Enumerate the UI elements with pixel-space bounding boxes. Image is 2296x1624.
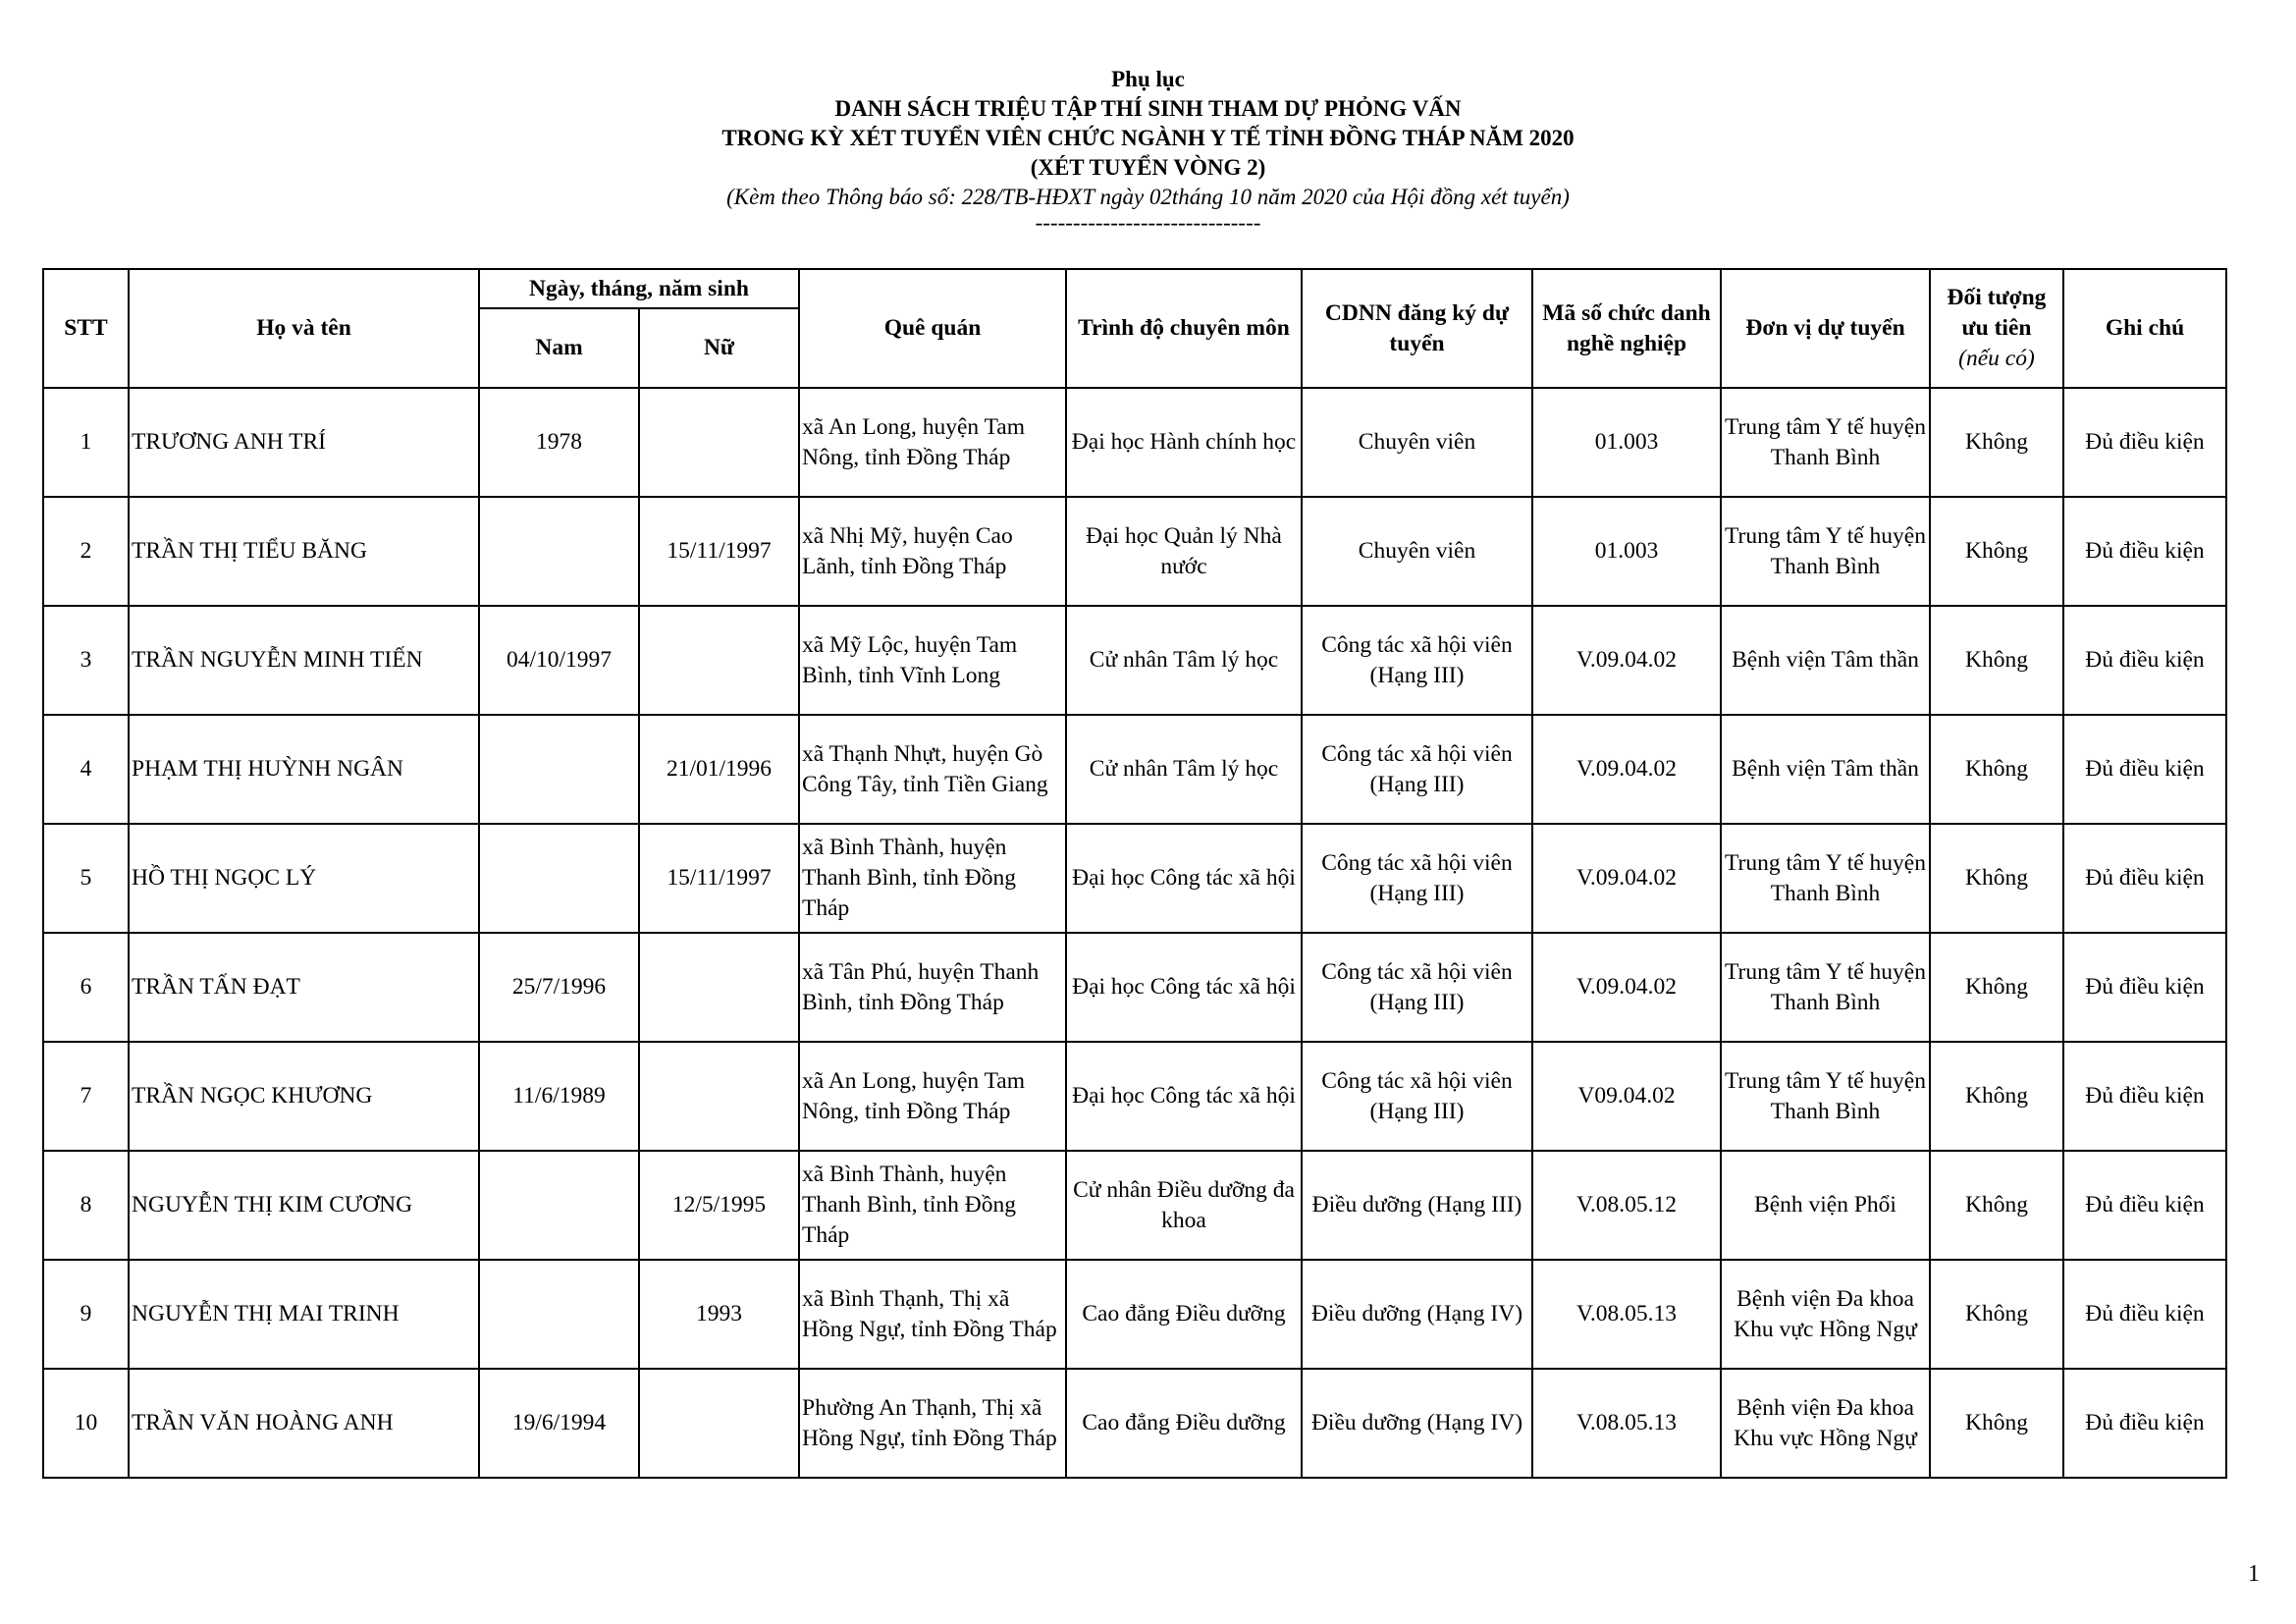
- cell-code: 01.003: [1532, 388, 1721, 497]
- cell-female: 15/11/1997: [639, 824, 799, 933]
- page-number: 1: [2248, 1561, 2260, 1587]
- cell-male: [479, 1151, 639, 1260]
- header-dob: Ngày, tháng, năm sinh: [479, 269, 799, 308]
- cell-name: NGUYỄN THỊ KIM CƯƠNG: [129, 1151, 479, 1260]
- cell-priority: Không: [1930, 1369, 2063, 1478]
- cell-stt: 5: [43, 824, 129, 933]
- header-male: Nam: [479, 308, 639, 388]
- cell-stt: 4: [43, 715, 129, 824]
- table-row: [43, 1042, 2226, 1151]
- cell-note: Đủ điều kiện: [2063, 388, 2226, 497]
- table-row: [43, 933, 2226, 1042]
- cell-priority: Không: [1930, 606, 2063, 715]
- cell-male: [479, 497, 639, 606]
- cell-unit: Bệnh viện Tâm thần: [1721, 606, 1930, 715]
- cell-female: 12/5/1995: [639, 1151, 799, 1260]
- cell-male: 19/6/1994: [479, 1369, 639, 1478]
- table-row: [43, 1260, 2226, 1369]
- cell-position: Công tác xã hội viên (Hạng III): [1302, 1042, 1532, 1151]
- cell-note: Đủ điều kiện: [2063, 933, 2226, 1042]
- table-row: [43, 497, 2226, 606]
- header-qualification: Trình độ chuyên môn: [1066, 269, 1302, 388]
- header-stt: STT: [43, 269, 129, 388]
- table-row: [43, 824, 2226, 933]
- cell-qualification: Cử nhân Tâm lý học: [1066, 606, 1302, 715]
- cell-hometown: xã Mỹ Lộc, huyện Tam Bình, tỉnh Vĩnh Long: [799, 606, 1066, 715]
- cell-stt: 2: [43, 497, 129, 606]
- cell-unit: Bệnh viện Đa khoa Khu vực Hồng Ngự: [1721, 1260, 1930, 1369]
- cell-female: 1993: [639, 1260, 799, 1369]
- cell-name: TRẦN TẤN ĐẠT: [129, 933, 479, 1042]
- cell-priority: Không: [1930, 715, 2063, 824]
- cell-male: [479, 824, 639, 933]
- cell-name: TRẦN VĂN HOÀNG ANH: [129, 1369, 479, 1478]
- header-position: CDNN đăng ký dự tuyển: [1302, 269, 1532, 388]
- cell-unit: Trung tâm Y tế huyện Thanh Bình: [1721, 824, 1930, 933]
- cell-hometown: xã Bình Thành, huyện Thanh Bình, tỉnh Đồng Tháp: [799, 1151, 1066, 1260]
- cell-female: [639, 1369, 799, 1478]
- cell-male: [479, 715, 639, 824]
- table-row: [43, 1369, 2226, 1478]
- header-priority: [1930, 269, 2063, 388]
- cell-priority: Không: [1930, 1042, 2063, 1151]
- cell-position: Điều dưỡng (Hạng III): [1302, 1151, 1532, 1260]
- cell-qualification: Đại học Hành chính học: [1066, 388, 1302, 497]
- cell-female: 15/11/1997: [639, 497, 799, 606]
- cell-hometown: xã Bình Thạnh, Thị xã Hồng Ngự, tỉnh Đồng Tháp: [799, 1260, 1066, 1369]
- cell-code: V.09.04.02: [1532, 715, 1721, 824]
- document-title-3: (XÉT TUYỂN VÒNG 2): [1030, 155, 1266, 180]
- cell-code: V.08.05.13: [1532, 1369, 1721, 1478]
- header-divider: ------------------------------: [1035, 210, 1261, 235]
- header-priority-note: (nếu có): [1958, 346, 2035, 371]
- cell-code: V.09.04.02: [1532, 824, 1721, 933]
- cell-position: Chuyên viên: [1302, 497, 1532, 606]
- cell-position: Chuyên viên: [1302, 388, 1532, 497]
- cell-priority: Không: [1930, 388, 2063, 497]
- cell-position: Công tác xã hội viên (Hạng III): [1302, 933, 1532, 1042]
- cell-position: Công tác xã hội viên (Hạng III): [1302, 606, 1532, 715]
- header-hometown: Quê quán: [799, 269, 1066, 388]
- cell-note: Đủ điều kiện: [2063, 497, 2226, 606]
- cell-hometown: xã Nhị Mỹ, huyện Cao Lãnh, tỉnh Đồng Tháp: [799, 497, 1066, 606]
- cell-male: 25/7/1996: [479, 933, 639, 1042]
- cell-name: PHẠM THỊ HUỲNH NGÂN: [129, 715, 479, 824]
- cell-male: 11/6/1989: [479, 1042, 639, 1151]
- cell-position: Công tác xã hội viên (Hạng III): [1302, 824, 1532, 933]
- cell-unit: Bệnh viện Phổi: [1721, 1151, 1930, 1260]
- cell-qualification: Cao đẳng Điều dưỡng: [1066, 1260, 1302, 1369]
- cell-qualification: Cử nhân Điều dưỡng đa khoa: [1066, 1151, 1302, 1260]
- table-body: [43, 388, 2226, 1478]
- table-row: [43, 606, 2226, 715]
- cell-position: Điều dưỡng (Hạng IV): [1302, 1260, 1532, 1369]
- cell-hometown: xã Bình Thành, huyện Thanh Bình, tỉnh Đồng Tháp: [799, 824, 1066, 933]
- cell-note: Đủ điều kiện: [2063, 824, 2226, 933]
- cell-name: HỒ THỊ NGỌC LÝ: [129, 824, 479, 933]
- cell-code: V09.04.02: [1532, 1042, 1721, 1151]
- cell-unit: Trung tâm Y tế huyện Thanh Bình: [1721, 933, 1930, 1042]
- cell-unit: Trung tâm Y tế huyện Thanh Bình: [1721, 497, 1930, 606]
- cell-note: Đủ điều kiện: [2063, 1042, 2226, 1151]
- cell-priority: Không: [1930, 497, 2063, 606]
- cell-priority: Không: [1930, 1151, 2063, 1260]
- cell-male: 04/10/1997: [479, 606, 639, 715]
- header-code: Mã số chức danh nghề nghiệp: [1532, 269, 1721, 388]
- cell-hometown: Phường An Thạnh, Thị xã Hồng Ngự, tỉnh Đồng Tháp: [799, 1369, 1066, 1478]
- cell-stt: 8: [43, 1151, 129, 1260]
- cell-priority: Không: [1930, 824, 2063, 933]
- cell-unit: Bệnh viện Đa khoa Khu vực Hồng Ngự: [1721, 1369, 1930, 1478]
- cell-note: Đủ điều kiện: [2063, 1369, 2226, 1478]
- cell-code: 01.003: [1532, 497, 1721, 606]
- candidate-table: [42, 268, 2227, 1479]
- document-header: [0, 65, 2296, 234]
- cell-code: V.08.05.12: [1532, 1151, 1721, 1260]
- document-subtitle: (Kèm theo Thông báo số: 228/TB-HĐXT ngày 02tháng 10 năm 2020 của Hội đồng xét tuyển): [726, 185, 1570, 209]
- cell-note: Đủ điều kiện: [2063, 606, 2226, 715]
- header-name: Họ và tên: [129, 269, 479, 388]
- cell-note: Đủ điều kiện: [2063, 1151, 2226, 1260]
- cell-position: Điều dưỡng (Hạng IV): [1302, 1369, 1532, 1478]
- header-note: Ghi chú: [2063, 269, 2226, 388]
- cell-stt: 7: [43, 1042, 129, 1151]
- table-row: [43, 1151, 2226, 1260]
- cell-qualification: Đại học Công tác xã hội: [1066, 824, 1302, 933]
- document-title: DANH SÁCH TRIỆU TẬP THÍ SINH THAM DỰ PHỎNG VẤN: [834, 96, 1462, 121]
- cell-unit: Trung tâm Y tế huyện Thanh Bình: [1721, 1042, 1930, 1151]
- cell-male: [479, 1260, 639, 1369]
- cell-female: [639, 1042, 799, 1151]
- cell-code: V.08.05.13: [1532, 1260, 1721, 1369]
- cell-note: Đủ điều kiện: [2063, 715, 2226, 824]
- cell-priority: Không: [1930, 933, 2063, 1042]
- cell-note: Đủ điều kiện: [2063, 1260, 2226, 1369]
- cell-stt: 10: [43, 1369, 129, 1478]
- cell-stt: 6: [43, 933, 129, 1042]
- cell-qualification: Cao đẳng Điều dưỡng: [1066, 1369, 1302, 1478]
- cell-name: TRẦN NGUYỄN MINH TIẾN: [129, 606, 479, 715]
- cell-female: [639, 388, 799, 497]
- cell-qualification: Đại học Công tác xã hội: [1066, 933, 1302, 1042]
- cell-name: TRẦN NGỌC KHƯƠNG: [129, 1042, 479, 1151]
- cell-name: NGUYỄN THỊ MAI TRINH: [129, 1260, 479, 1369]
- cell-qualification: Đại học Công tác xã hội: [1066, 1042, 1302, 1151]
- cell-hometown: xã An Long, huyện Tam Nông, tỉnh Đồng Tháp: [799, 388, 1066, 497]
- cell-position: Công tác xã hội viên (Hạng III): [1302, 715, 1532, 824]
- cell-name: TRẦN THỊ TIỂU BĂNG: [129, 497, 479, 606]
- cell-code: V.09.04.02: [1532, 933, 1721, 1042]
- cell-priority: Không: [1930, 1260, 2063, 1369]
- header-priority-label: Đối tượng ưu tiên: [1947, 285, 2047, 341]
- cell-stt: 1: [43, 388, 129, 497]
- cell-qualification: Cử nhân Tâm lý học: [1066, 715, 1302, 824]
- table-row: [43, 715, 2226, 824]
- cell-unit: Bệnh viện Tâm thần: [1721, 715, 1930, 824]
- cell-hometown: xã An Long, huyện Tam Nông, tỉnh Đồng Tháp: [799, 1042, 1066, 1151]
- cell-female: 21/01/1996: [639, 715, 799, 824]
- cell-code: V.09.04.02: [1532, 606, 1721, 715]
- header-female: Nữ: [639, 308, 799, 388]
- appendix-label: Phụ lục: [1111, 67, 1185, 91]
- cell-stt: 9: [43, 1260, 129, 1369]
- cell-hometown: xã Tân Phú, huyện Thanh Bình, tỉnh Đồng Tháp: [799, 933, 1066, 1042]
- cell-name: TRƯƠNG ANH TRÍ: [129, 388, 479, 497]
- cell-female: [639, 933, 799, 1042]
- document-title-2: TRONG KỲ XÉT TUYỂN VIÊN CHỨC NGÀNH Y TẾ TỈNH ĐỒNG THÁP NĂM 2020: [721, 126, 1575, 150]
- cell-male: 1978: [479, 388, 639, 497]
- cell-hometown: xã Thạnh Nhựt, huyện Gò Công Tây, tỉnh Tiền Giang: [799, 715, 1066, 824]
- header-unit: Đơn vị dự tuyển: [1721, 269, 1930, 388]
- table-row: [43, 388, 2226, 497]
- cell-qualification: Đại học Quản lý Nhà nước: [1066, 497, 1302, 606]
- cell-female: [639, 606, 799, 715]
- cell-stt: 3: [43, 606, 129, 715]
- cell-unit: Trung tâm Y tế huyện Thanh Bình: [1721, 388, 1930, 497]
